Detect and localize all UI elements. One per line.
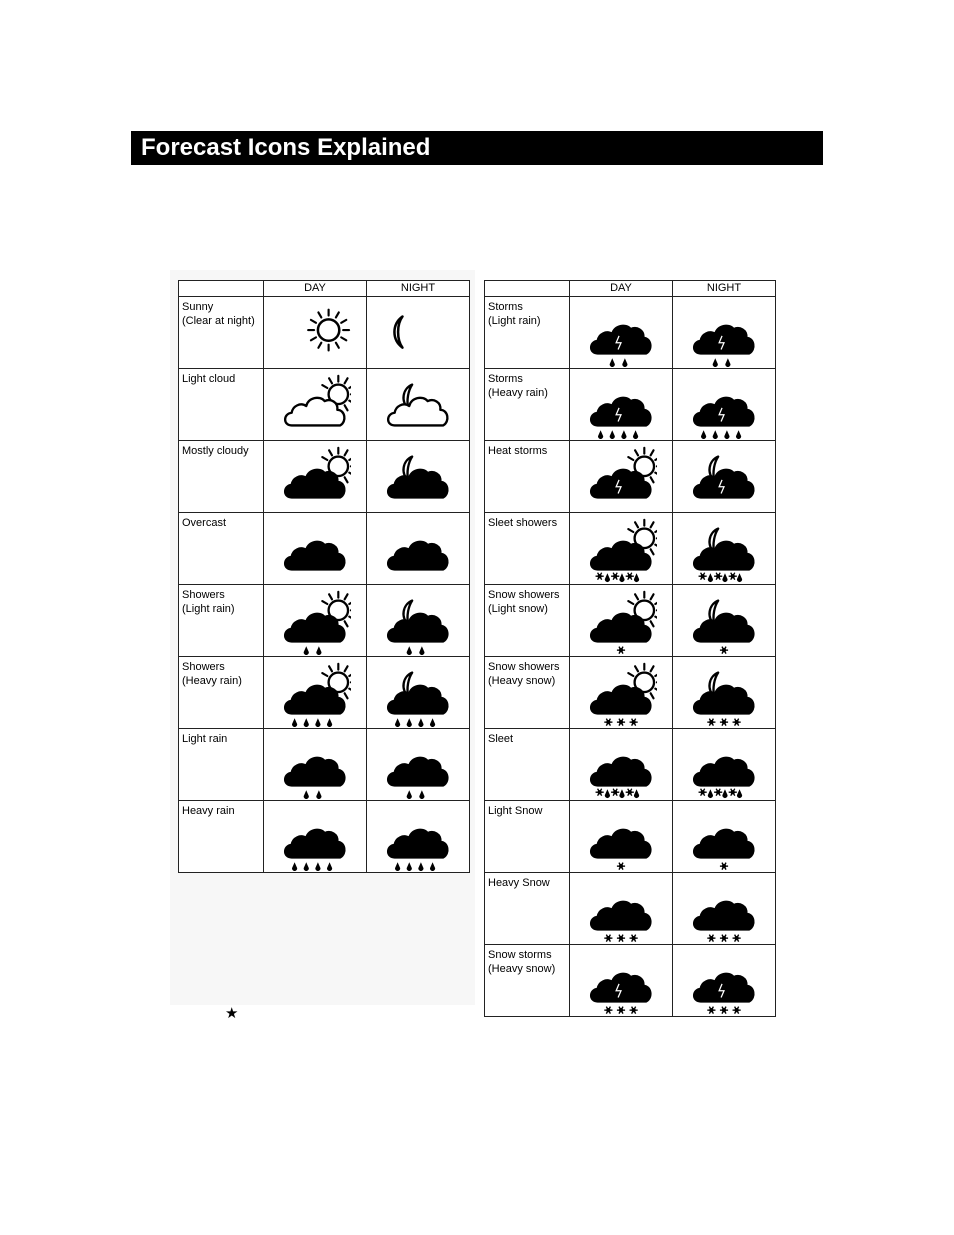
table-row bbox=[485, 513, 776, 585]
night-icon-cell bbox=[367, 297, 470, 369]
row-label-line1: Storms bbox=[488, 301, 523, 313]
day-icon-cell bbox=[264, 369, 367, 441]
row-label-line1: Sleet bbox=[488, 733, 514, 745]
row-label-line1: Overcast bbox=[182, 517, 227, 529]
night-icon-cell bbox=[673, 585, 776, 657]
row-label bbox=[485, 657, 570, 729]
row-label bbox=[179, 801, 264, 873]
row-label-line2: (Heavy rain) bbox=[182, 675, 242, 687]
sunny-night-icon bbox=[382, 299, 454, 367]
star-footnote-icon: ★ bbox=[225, 1005, 239, 1022]
light-cloud-day-icon bbox=[279, 371, 351, 439]
sunny-day-icon bbox=[279, 299, 351, 367]
day-icon-cell bbox=[264, 441, 367, 513]
light-rain-day-icon bbox=[279, 731, 351, 799]
table-row bbox=[485, 441, 776, 513]
storms-heavy-day-icon bbox=[585, 371, 657, 439]
row-label-line1: Sunny bbox=[182, 301, 214, 313]
row-label-line1: Light Snow bbox=[488, 805, 543, 817]
table-header-row bbox=[485, 281, 776, 297]
day-icon-cell bbox=[570, 657, 673, 729]
day-icon-cell bbox=[264, 729, 367, 801]
forecast-table-left bbox=[178, 280, 470, 873]
table-row bbox=[179, 513, 470, 585]
header-day: DAY bbox=[264, 281, 367, 297]
light-snow-day-icon bbox=[585, 803, 657, 871]
row-label-line1: Mostly cloudy bbox=[182, 445, 249, 457]
row-label bbox=[179, 729, 264, 801]
row-label-line2: (Heavy rain) bbox=[488, 387, 548, 399]
row-label bbox=[179, 297, 264, 369]
day-icon-cell bbox=[264, 513, 367, 585]
night-icon-cell bbox=[367, 801, 470, 873]
forecast-table-right bbox=[484, 280, 776, 1017]
row-label-line1: Showers bbox=[182, 589, 225, 601]
row-label bbox=[485, 729, 570, 801]
row-label-line1: Heavy rain bbox=[182, 805, 235, 817]
header-day: DAY bbox=[570, 281, 673, 297]
night-icon-cell bbox=[673, 657, 776, 729]
light-cloud-night-icon bbox=[382, 371, 454, 439]
showers-light-day-icon bbox=[279, 587, 351, 655]
showers-light-night-icon bbox=[382, 587, 454, 655]
table-row bbox=[485, 873, 776, 945]
sleet-showers-day-icon bbox=[585, 515, 657, 583]
table-row bbox=[179, 729, 470, 801]
table-row bbox=[179, 297, 470, 369]
row-label bbox=[485, 297, 570, 369]
day-icon-cell bbox=[570, 297, 673, 369]
row-label bbox=[179, 369, 264, 441]
table-row bbox=[485, 657, 776, 729]
row-label bbox=[485, 873, 570, 945]
night-icon-cell bbox=[367, 369, 470, 441]
night-icon-cell bbox=[367, 585, 470, 657]
day-icon-cell bbox=[264, 297, 367, 369]
light-rain-night-icon bbox=[382, 731, 454, 799]
table-row bbox=[485, 585, 776, 657]
day-icon-cell bbox=[570, 801, 673, 873]
row-label-line1: Storms bbox=[488, 373, 523, 385]
row-label bbox=[485, 945, 570, 1017]
row-label bbox=[485, 369, 570, 441]
header-blank bbox=[179, 281, 264, 297]
night-icon-cell bbox=[673, 873, 776, 945]
table-row bbox=[179, 441, 470, 513]
day-icon-cell bbox=[570, 441, 673, 513]
night-icon-cell bbox=[367, 441, 470, 513]
night-icon-cell bbox=[673, 369, 776, 441]
row-label bbox=[485, 801, 570, 873]
page-title: Forecast Icons Explained bbox=[131, 131, 823, 165]
row-label-line1: Showers bbox=[182, 661, 225, 673]
overcast-night-icon bbox=[382, 515, 454, 583]
day-icon-cell bbox=[570, 369, 673, 441]
day-icon-cell bbox=[570, 585, 673, 657]
heavy-rain-day-icon bbox=[279, 803, 351, 871]
row-label bbox=[179, 441, 264, 513]
night-icon-cell bbox=[673, 441, 776, 513]
sleet-day-icon bbox=[585, 731, 657, 799]
day-icon-cell bbox=[264, 585, 367, 657]
day-icon-cell bbox=[570, 729, 673, 801]
sleet-night-icon bbox=[688, 731, 760, 799]
header-night: NIGHT bbox=[367, 281, 470, 297]
row-label bbox=[179, 657, 264, 729]
snow-showers-heavy-day-icon bbox=[585, 659, 657, 727]
row-label-line1: Snow storms bbox=[488, 949, 552, 961]
night-icon-cell bbox=[673, 945, 776, 1017]
row-label-line2: (Light rain) bbox=[488, 315, 541, 327]
day-icon-cell bbox=[264, 801, 367, 873]
row-label-line1: Sleet showers bbox=[488, 517, 558, 529]
night-icon-cell bbox=[367, 513, 470, 585]
row-label-line1: Heat storms bbox=[488, 445, 548, 457]
day-icon-cell bbox=[264, 657, 367, 729]
mostly-cloudy-night-icon bbox=[382, 443, 454, 511]
night-icon-cell bbox=[673, 801, 776, 873]
table-row bbox=[179, 657, 470, 729]
row-label-line1: Snow showers bbox=[488, 661, 560, 673]
heavy-snow-day-icon bbox=[585, 875, 657, 943]
day-icon-cell bbox=[570, 945, 673, 1017]
storms-light-night-icon bbox=[688, 299, 760, 367]
night-icon-cell bbox=[673, 297, 776, 369]
row-label bbox=[485, 513, 570, 585]
row-label-line2: (Heavy snow) bbox=[488, 675, 556, 687]
storms-heavy-night-icon bbox=[688, 371, 760, 439]
overcast-day-icon bbox=[279, 515, 351, 583]
snow-showers-heavy-night-icon bbox=[688, 659, 760, 727]
row-label-line2: (Light snow) bbox=[488, 603, 548, 615]
night-icon-cell bbox=[673, 513, 776, 585]
table-row bbox=[485, 369, 776, 441]
showers-heavy-day-icon bbox=[279, 659, 351, 727]
light-snow-night-icon bbox=[688, 803, 760, 871]
table-row bbox=[179, 369, 470, 441]
storms-light-day-icon bbox=[585, 299, 657, 367]
snow-showers-light-night-icon bbox=[688, 587, 760, 655]
heavy-rain-night-icon bbox=[382, 803, 454, 871]
row-label-line2: (Clear at night) bbox=[182, 315, 255, 327]
night-icon-cell bbox=[367, 657, 470, 729]
table-header-row bbox=[179, 281, 470, 297]
snow-storms-night-icon bbox=[688, 947, 760, 1015]
table-row bbox=[485, 729, 776, 801]
row-label-line1: Snow showers bbox=[488, 589, 560, 601]
row-label bbox=[485, 441, 570, 513]
mostly-cloudy-day-icon bbox=[279, 443, 351, 511]
table-row bbox=[485, 945, 776, 1017]
night-icon-cell bbox=[367, 729, 470, 801]
sleet-showers-night-icon bbox=[688, 515, 760, 583]
table-row bbox=[179, 585, 470, 657]
day-icon-cell bbox=[570, 873, 673, 945]
night-icon-cell bbox=[673, 729, 776, 801]
row-label-line1: Heavy Snow bbox=[488, 877, 550, 889]
header-blank bbox=[485, 281, 570, 297]
table-row bbox=[179, 801, 470, 873]
row-label-line1: Light cloud bbox=[182, 373, 236, 385]
table-row bbox=[485, 297, 776, 369]
heavy-snow-night-icon bbox=[688, 875, 760, 943]
row-label bbox=[485, 585, 570, 657]
row-label bbox=[179, 585, 264, 657]
header-night: NIGHT bbox=[673, 281, 776, 297]
row-label-line1: Light rain bbox=[182, 733, 228, 745]
row-label bbox=[179, 513, 264, 585]
heat-storms-night-icon bbox=[688, 443, 760, 511]
snow-storms-day-icon bbox=[585, 947, 657, 1015]
table-row bbox=[485, 801, 776, 873]
row-label-line2: (Light rain) bbox=[182, 603, 235, 615]
day-icon-cell bbox=[570, 513, 673, 585]
heat-storms-day-icon bbox=[585, 443, 657, 511]
snow-showers-light-day-icon bbox=[585, 587, 657, 655]
row-label-line2: (Heavy snow) bbox=[488, 963, 556, 975]
showers-heavy-night-icon bbox=[382, 659, 454, 727]
